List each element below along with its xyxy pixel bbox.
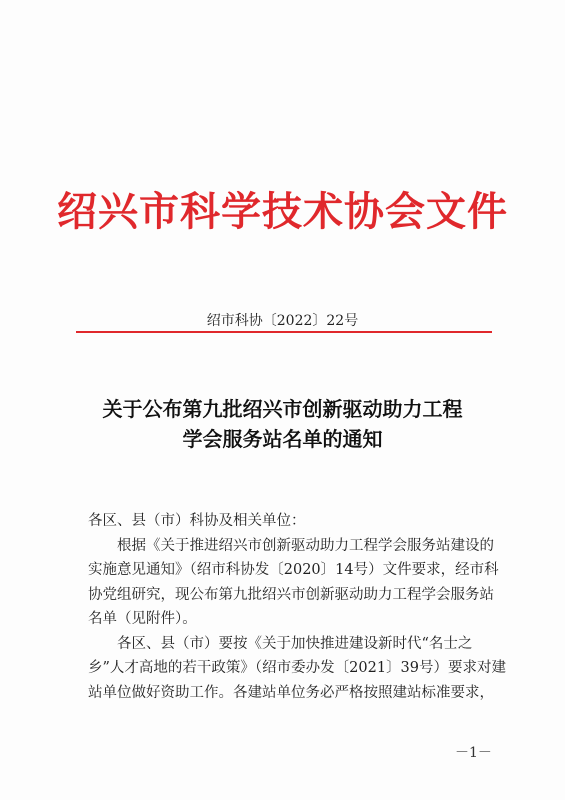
notice-title [0,394,565,454]
salutation: 各区、县（市）科协及相关单位： [88,513,306,529]
document-number: 绍市科协〔2022〕22号 [206,313,359,329]
notice-title-line-2: 学会服务站名单的通知 [182,427,383,451]
page-number: －1－ [455,745,492,761]
notice-body [88,509,508,705]
notice-title-line-1: 关于公布第九批绍兴市创新驱动助力工程 [102,397,463,421]
paragraph-1: 根据《关于推进绍兴市创新驱动助力工程学会服务站建设的实施意见通知》（绍市科协发〔2020〕14号）文件要求，经市科协党组研究，现公布第九批绍兴市创新驱动助力工程学会服务站名单（见附件）。 [88,537,499,627]
org-header-title: 绍兴市科学技术协会文件 [57,188,508,235]
red-divider-line [76,331,492,333]
paragraph-2: 各区、县（市）要按《关于加快推进建设新时代“名士之乡”人才高地的若干政策》（绍市委办发〔2021〕39号）要求对建站单位做好资助工作。各建站单位务必严格按照建站标准要求， [88,635,507,701]
